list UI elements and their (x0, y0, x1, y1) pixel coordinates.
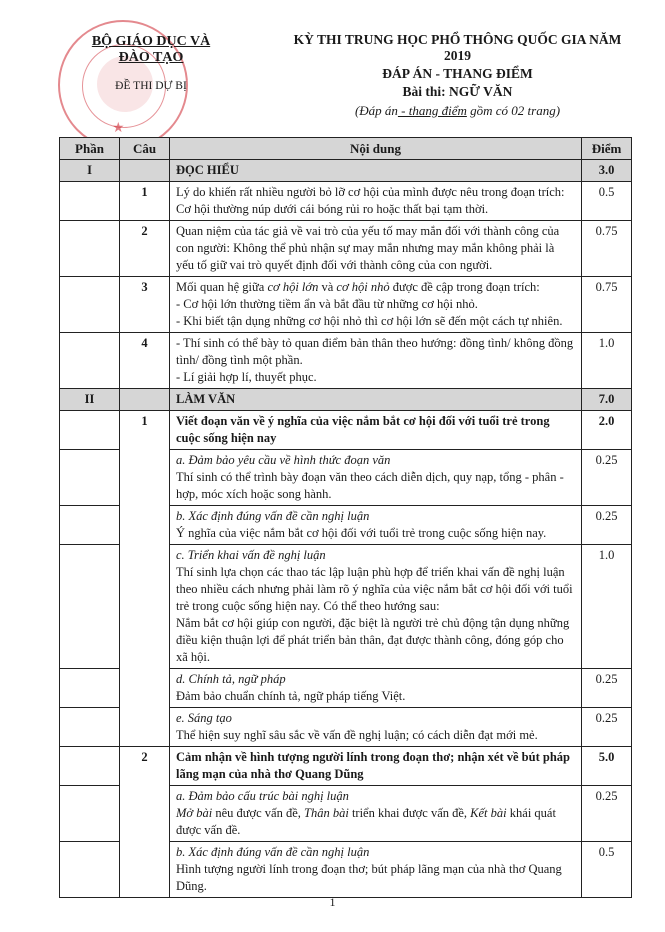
section-title: LÀM VĂN (170, 389, 582, 411)
empty-cell (60, 669, 120, 708)
header-left (76, 34, 226, 92)
criterion-text: Thí sinh có thể trình bày đoạn văn theo cách diễn dịch, quy nạp, tổng - phân - hợp, móc xích hoặc song hành. (176, 470, 564, 501)
table-header-row (60, 138, 632, 160)
text-run: Thân bài (304, 806, 349, 820)
empty-cell (60, 182, 120, 221)
empty-cell (60, 842, 120, 898)
empty-cell (60, 786, 120, 842)
text-run: nêu được vấn đề, (212, 806, 305, 820)
empty-cell (60, 708, 120, 747)
criterion-text: Thí sinh lựa chọn các thao tác lập luận phù hợp để triển khai vấn đề nghị luận theo nhiều cách nhưng phải làm rõ ý nghĩa của việc nắm bắt cơ hội đối với tuổi trẻ trong cuộc sống hiện nay. Có thể theo hướng sau: (176, 565, 573, 613)
criterion-content (170, 708, 582, 747)
text-run: Kết bài (470, 806, 507, 820)
text-run: triển khai được vấn đề, (348, 806, 471, 820)
empty-cell (60, 333, 120, 389)
empty-cell (120, 160, 170, 182)
text-run: Mối quan hệ giữa (176, 280, 268, 294)
section-number: II (60, 389, 120, 411)
question-content: Quan niệm của tác giả về vai trò của yếu tố may mắn đối với thành công của con người: Không thể phủ nhận sự may mắn nhưng may mắn không phải là yếu tố giữ vai trò quyết định đối với thành công của con người. (170, 221, 582, 277)
content-line: - Thí sinh có thể bày tỏ quan điểm bản thân theo hướng: đồng tình/ không đồng tình/ đồng tình một phần. (176, 336, 574, 367)
criterion-content (170, 506, 582, 545)
score-cell: 0.5 (582, 842, 632, 898)
empty-cell (60, 545, 120, 669)
criterion-content (170, 669, 582, 708)
question-number: 2 (120, 221, 170, 277)
task-title: Viết đoạn văn về ý nghĩa của việc nắm bắt cơ hội đối với tuổi trẻ trong cuộc sống hiện nay (170, 411, 582, 450)
criterion-text: Nắm bắt cơ hội giúp con người, đặc biệt là người trẻ chủ động tận dụng những điều kiện thuận lợi để phát triển bản thân, đạt được thành công, đóng góp cho xã hội. (176, 616, 570, 664)
score-cell: 1.0 (582, 545, 632, 669)
question-number: 3 (120, 277, 170, 333)
question-number: 1 (120, 182, 170, 221)
text-run: Mở bài (176, 806, 213, 820)
score-cell: 0.25 (582, 669, 632, 708)
header-right (280, 32, 635, 119)
table-row (60, 411, 632, 450)
empty-cell (120, 389, 170, 411)
score-cell: 0.25 (582, 450, 632, 506)
criterion-label: c. Triển khai vấn đề nghị luận (176, 548, 326, 562)
score-cell: 0.75 (582, 277, 632, 333)
question-number: 1 (120, 411, 170, 747)
criterion-content (170, 786, 582, 842)
content-line: Lý do khiến rất nhiều người bỏ lỡ cơ hội của mình được nêu trong đoạn trích: (176, 185, 565, 199)
criterion-text (176, 805, 575, 839)
criterion-text: Thể hiện suy nghĩ sâu sắc về vấn đề nghị luận; có cách diễn đạt mới mẻ. (176, 728, 538, 742)
question-number: 2 (120, 747, 170, 898)
criterion-content (170, 545, 582, 669)
section-title: ĐỌC HIỂU (170, 160, 582, 182)
task-title: Cảm nhận về hình tượng người lính trong đoạn thơ; nhận xét về bút pháp lãng mạn của nhà thơ Quang Dũng (170, 747, 582, 786)
criterion-content (170, 842, 582, 898)
header-score: Điểm (582, 138, 632, 160)
text-run: cơ hội lớn (267, 280, 319, 294)
answer-table (59, 137, 632, 898)
header-question: Câu (120, 138, 170, 160)
criterion-text: Ý nghĩa của việc nắm bắt cơ hội đối với tuổi trẻ trong cuộc sống hiện nay. (176, 526, 547, 540)
exam-title: KỲ THI TRUNG HỌC PHỔ THÔNG QUỐC GIA NĂM 2019 (293, 32, 622, 63)
note-suffix: gồm có 02 trang) (466, 103, 561, 118)
criterion-text: Hình tượng người lính trong đoạn thơ; bút pháp lãng mạn của nhà thơ Quang Dũng. (176, 862, 562, 893)
content-line: - Khi biết tận dụng những cơ hội nhỏ thì cơ hội lớn sẽ đến một cách tự nhiên. (176, 314, 563, 328)
table-row (60, 182, 632, 221)
ministry-name: BỘ GIÁO DỤC VÀ ĐÀO TẠO (91, 34, 211, 65)
star-icon: ★ (112, 121, 125, 136)
section-number: I (60, 160, 120, 182)
criterion-label: a. Đảm bảo cấu trúc bài nghị luận (176, 789, 349, 803)
content-line: - Lí giải hợp lí, thuyết phục. (176, 370, 317, 384)
table-row (60, 747, 632, 786)
criterion-label: b. Xác định đúng vấn đề cần nghị luận (176, 509, 370, 523)
question-content (170, 182, 582, 221)
section-row (60, 160, 632, 182)
score-cell: 0.5 (582, 182, 632, 221)
criterion-label: a. Đảm bảo yêu cầu về hình thức đoạn văn (176, 453, 391, 467)
empty-cell (60, 506, 120, 545)
score-cell: 0.75 (582, 221, 632, 277)
score-cell: 5.0 (582, 747, 632, 786)
empty-cell (60, 221, 120, 277)
content-line: - Cơ hội lớn thường tiềm ẩn và bắt đầu từ những cơ hội nhỏ. (176, 297, 478, 311)
header-content: Nội dung (170, 138, 582, 160)
section-score: 3.0 (582, 160, 632, 182)
score-cell: 0.25 (582, 506, 632, 545)
question-content (170, 333, 582, 389)
question-content (170, 277, 582, 333)
criterion-content (170, 450, 582, 506)
table-row (60, 277, 632, 333)
criterion-label: d. Chính tả, ngữ pháp (176, 672, 286, 686)
page-count-note (280, 103, 635, 119)
criterion-label: b. Xác định đúng vấn đề cần nghị luận (176, 845, 370, 859)
note-prefix: (Đáp án (354, 103, 398, 118)
text-run: được đề cập trong đoạn trích: (389, 280, 540, 294)
table-row (60, 333, 632, 389)
content-line (176, 279, 575, 296)
criterion-label: e. Sáng tạo (176, 711, 232, 725)
score-cell: 1.0 (582, 333, 632, 389)
section-row (60, 389, 632, 411)
table-row (60, 221, 632, 277)
exam-type: ĐỀ THI DỰ BỊ (115, 80, 187, 92)
empty-cell (60, 411, 120, 450)
note-mid: - thang điểm (397, 103, 467, 118)
score-cell: 0.25 (582, 708, 632, 747)
text-run: và (318, 280, 337, 294)
score-cell: 2.0 (582, 411, 632, 450)
empty-cell (60, 277, 120, 333)
question-number: 4 (120, 333, 170, 389)
content-line: Cơ hội thường núp dưới cái bóng rủi ro hoặc thất bại tạm thời. (176, 202, 489, 216)
text-run: cơ hội nhỏ (336, 280, 390, 294)
empty-cell (60, 747, 120, 786)
subject-title: Bài thi: NGỮ VĂN (402, 84, 513, 99)
text-run: khái quát được vấn đề. (176, 806, 556, 837)
page-number: 1 (329, 895, 336, 909)
criterion-text: Đảm bảo chuẩn chính tả, ngữ pháp tiếng Việt. (176, 689, 406, 703)
answer-key-title: ĐÁP ÁN - THANG ĐIỂM (382, 66, 533, 81)
header-part: Phần (60, 138, 120, 160)
section-score: 7.0 (582, 389, 632, 411)
empty-cell (60, 450, 120, 506)
score-cell: 0.25 (582, 786, 632, 842)
